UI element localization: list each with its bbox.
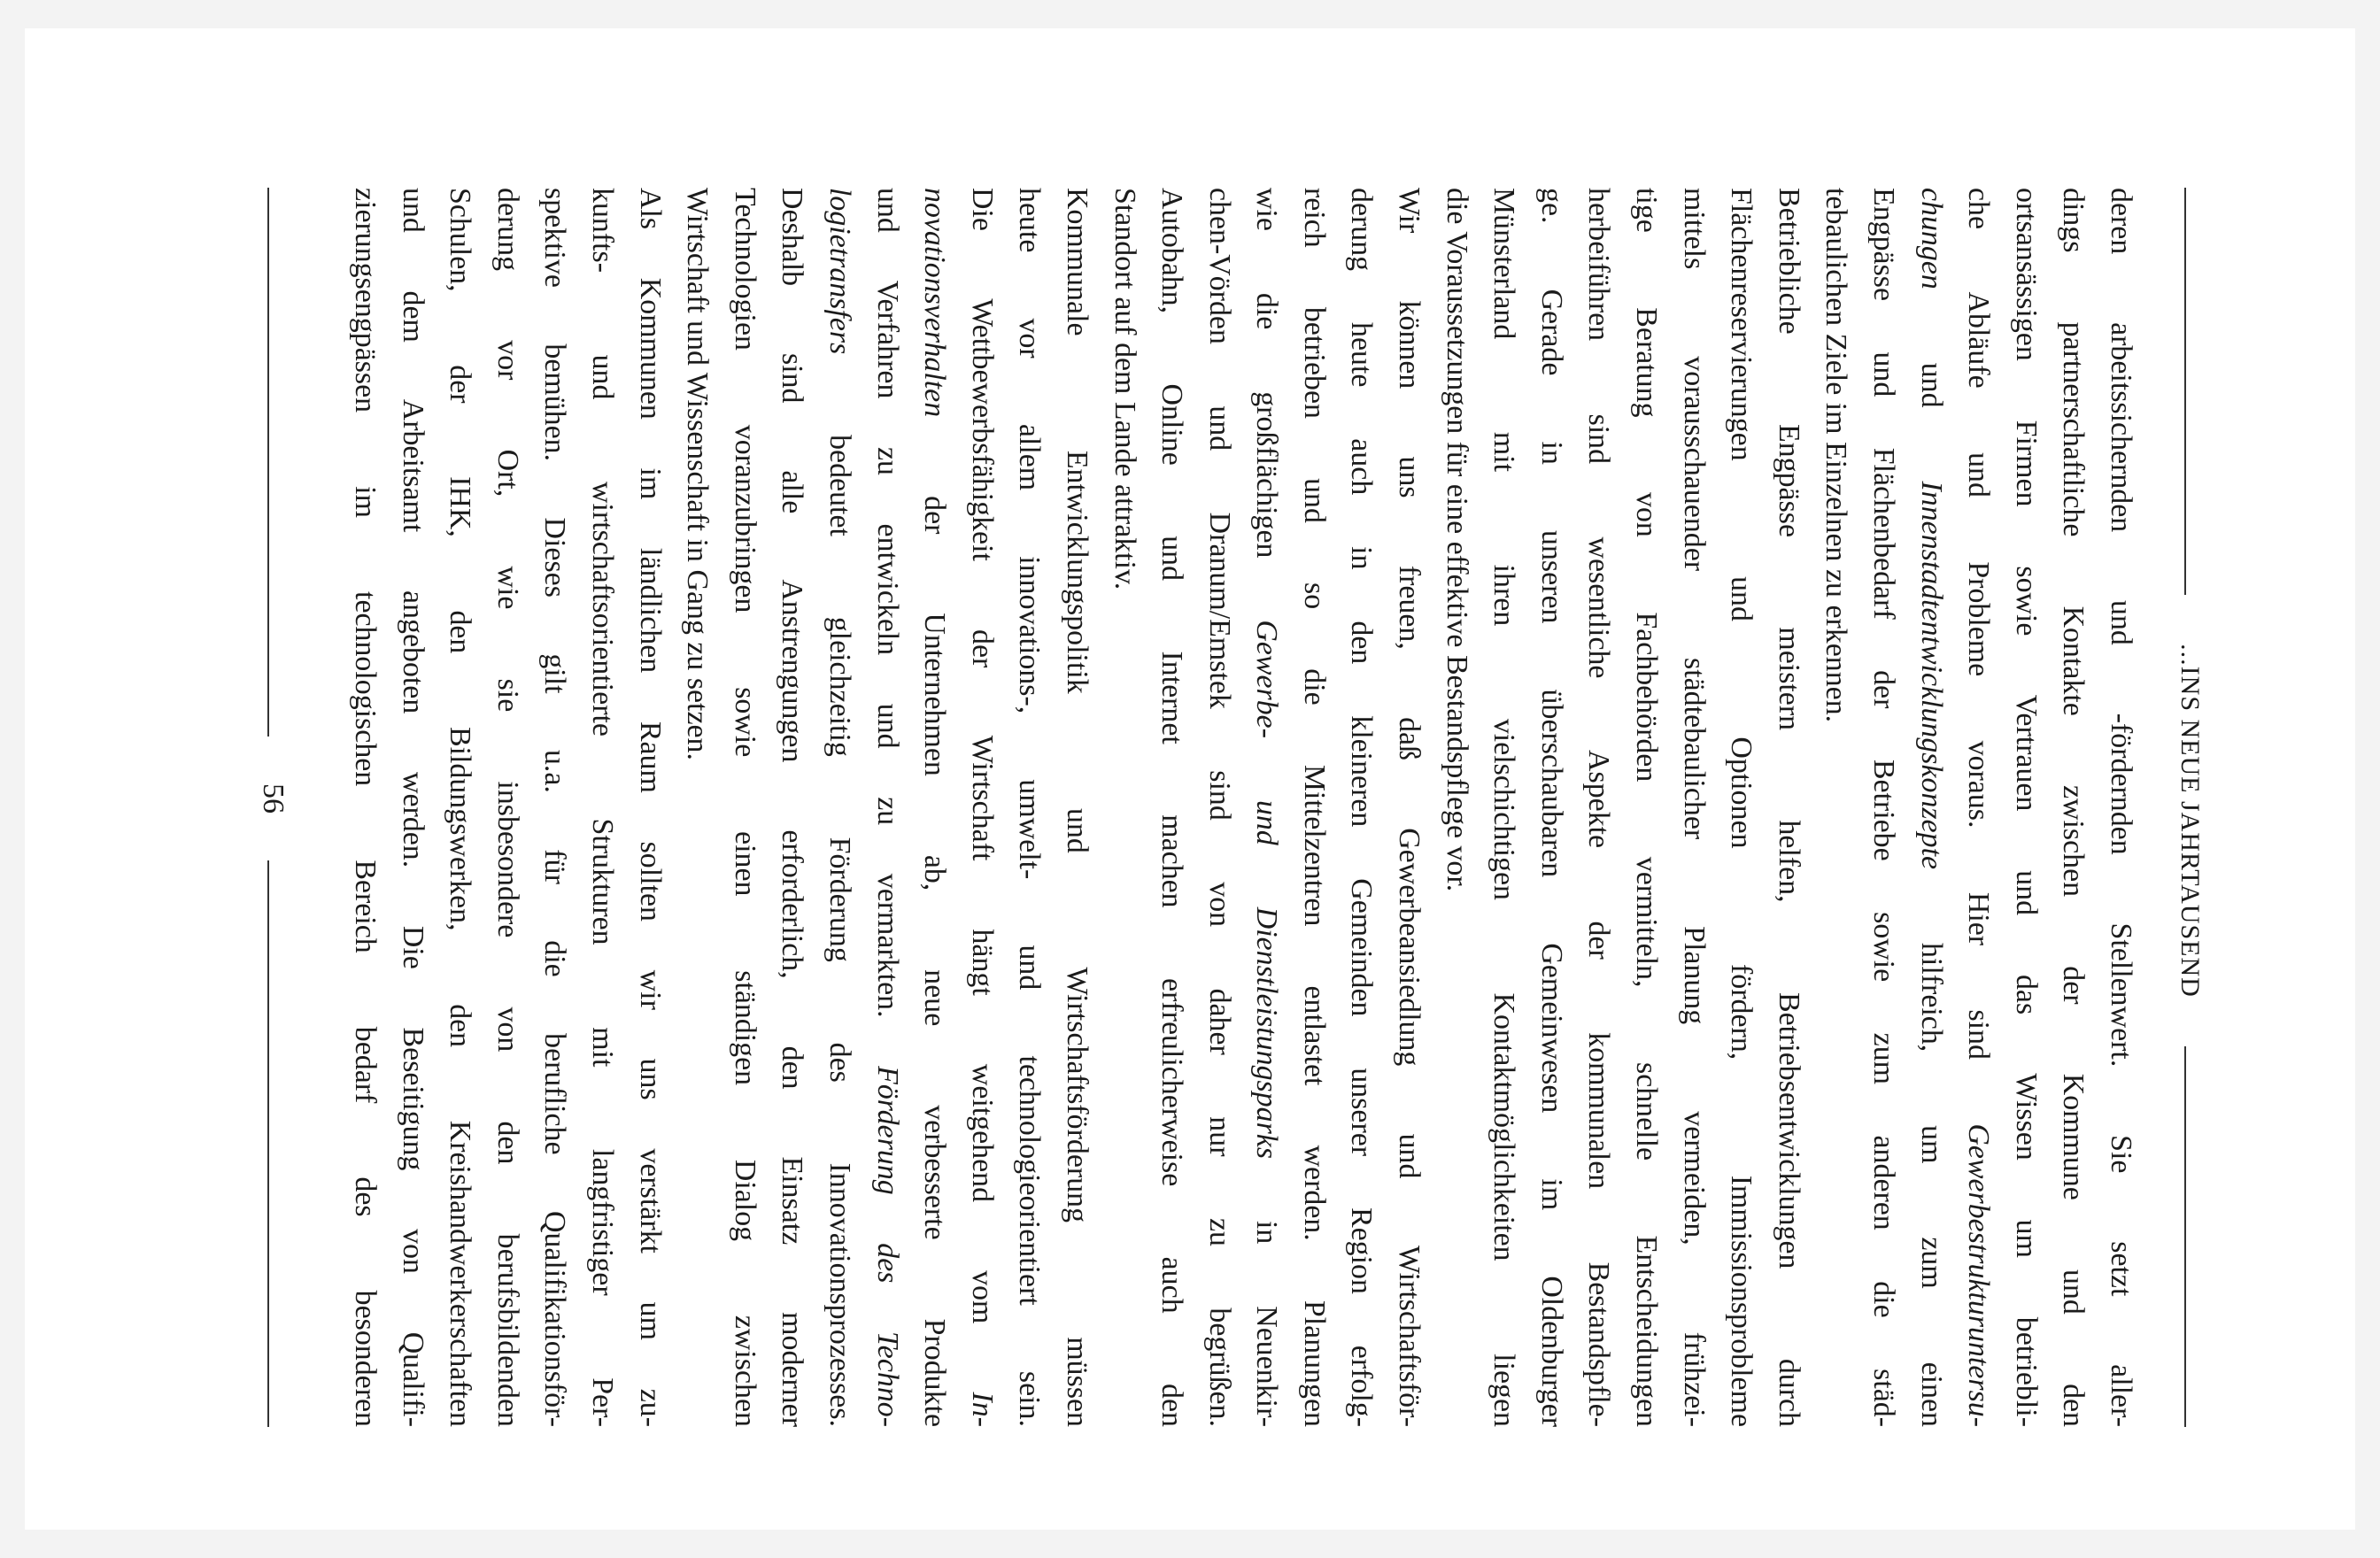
text-segment: heute vor allem innovations-, umwelt- und technologieorientiert sein. bbox=[1013, 188, 1047, 1427]
text-line bbox=[2050, 188, 2098, 1427]
text-line bbox=[1148, 188, 1196, 1427]
text-segment: Betriebliche Engpässe meistern helfen, Betriebsentwicklungen durch bbox=[1772, 188, 1805, 1427]
header-rule-right bbox=[2184, 1046, 2186, 1427]
text-segment: dings partnerschaftliche Kontakte zwischen der Kommune und den bbox=[2057, 188, 2090, 1427]
text-line bbox=[815, 188, 863, 1427]
italic-segment: Förderung des Techno- bbox=[870, 1066, 904, 1428]
text-segment: Engpässe und Flächenbedarf der Betriebe sowie zum anderen die städ- bbox=[1867, 188, 1901, 1427]
text-line bbox=[674, 188, 722, 1427]
text-segment: Flächenreservierungen und Optionen fördern, Immissionsprobleme bbox=[1725, 188, 1758, 1427]
body-text bbox=[341, 188, 2144, 1427]
text-line bbox=[1433, 188, 1480, 1427]
text-segment: Die Wettbewerbsfähigkeit der Wirtschaft hängt weitgehend vom bbox=[965, 188, 999, 1392]
text-segment: tige Beratung von Fachbehörden vermitteln, schnelle Entscheidungen bbox=[1630, 188, 1664, 1427]
footer-rule-right bbox=[267, 860, 269, 1427]
italic-segment: logietransfers bbox=[823, 188, 856, 355]
italic-segment: chungen bbox=[1914, 188, 1948, 289]
text-segment: che Abläufe und Probleme voraus. Hier sind bbox=[1962, 188, 1996, 1124]
text-line bbox=[1670, 188, 1718, 1427]
text-segment: derung vor Ort, wie sie insbesondere von den berufsbildenden bbox=[491, 188, 524, 1427]
text-line bbox=[578, 188, 626, 1427]
italic-segment: In- bbox=[965, 1392, 999, 1427]
text-segment: chen-Vörden und Dranum/Emstek sind von daher nur zu begrüßen. bbox=[1202, 188, 1236, 1427]
text-segment: kunfts- und wirtschaftsorientierte Strukturen mit langfristiger Per- bbox=[586, 188, 619, 1427]
italic-segment: Gewerbe- und Dienstleistungsparks bbox=[1250, 620, 1284, 1160]
text-line bbox=[1290, 188, 1338, 1427]
text-segment: Autobahn, Online und Internet machen erfreulicherweise auch den bbox=[1155, 188, 1189, 1427]
text-line bbox=[1955, 188, 2003, 1427]
italic-segment: novationsverhalten bbox=[918, 188, 952, 418]
text-line bbox=[721, 188, 769, 1427]
page-number: 56 bbox=[257, 783, 290, 814]
text-segment: mittels vorausschauender städtebaulicher Planung vermeiden, frühzei- bbox=[1677, 188, 1711, 1427]
text-line bbox=[341, 188, 389, 1427]
text-line bbox=[1765, 188, 1812, 1427]
text-line bbox=[1006, 188, 1054, 1427]
text-line bbox=[1101, 188, 1148, 1427]
text-line bbox=[2097, 188, 2144, 1427]
text-segment: Kommunale Entwicklungspolitik und Wirtschaftsförderung müssen bbox=[1060, 188, 1093, 1427]
header-rule-left bbox=[2184, 188, 2186, 595]
page-footer bbox=[245, 188, 298, 1427]
text-segment: Technologien voranzubringen sowie einen ständigen Dialog zwischen bbox=[728, 188, 761, 1427]
text-line bbox=[1718, 188, 1766, 1427]
text-line bbox=[389, 188, 437, 1427]
footer-rule-left bbox=[267, 188, 269, 737]
text-line bbox=[1859, 188, 1907, 1427]
text-line bbox=[1907, 188, 1955, 1427]
text-line bbox=[1243, 188, 1291, 1427]
text-segment: ortsansässigen Firmen sowie Vertrauen und das Wissen um betriebli- bbox=[2009, 188, 2043, 1427]
italic-segment: Innenstadtentwicklungskonzepte bbox=[1914, 481, 1948, 870]
text-segment: wie die großflächigen bbox=[1250, 188, 1284, 621]
text-segment: Als Kommunen im ländlichen Raum sollten wir uns verstärkt um zu- bbox=[633, 188, 667, 1427]
text-line bbox=[437, 188, 484, 1427]
text-line bbox=[1622, 188, 1670, 1427]
text-line bbox=[1527, 188, 1575, 1427]
text-segment: bedeutet gleichzeitig Förderung des Innovationsprozesses. bbox=[823, 354, 856, 1427]
text-line bbox=[958, 188, 1006, 1427]
text-segment: reich betrieben und so die Mittelzentren entlastet werden. Planungen bbox=[1297, 188, 1331, 1427]
text-line bbox=[1386, 188, 1433, 1427]
text-line bbox=[911, 188, 959, 1427]
text-segment: zierungsengpässen im technologischen Bereich bedarf des besonderen bbox=[349, 188, 382, 1427]
text-segment: derung heute auch in den kleineren Gemeinden unserer Region erfolg- bbox=[1345, 188, 1379, 1427]
text-line bbox=[1195, 188, 1243, 1427]
text-line bbox=[626, 188, 674, 1427]
text-line bbox=[1053, 188, 1101, 1427]
text-line bbox=[1575, 188, 1623, 1427]
page-content bbox=[214, 188, 2215, 1427]
text-segment: Standort auf dem Lande attraktiv. bbox=[1108, 188, 1141, 590]
text-segment: und bbox=[1914, 289, 1948, 482]
scanned-page bbox=[25, 28, 2355, 1530]
text-line bbox=[1480, 188, 1528, 1427]
text-segment: ge. Gerade in unseren überschaubaren Gemeinwesen im Oldenburger bbox=[1534, 188, 1568, 1427]
running-header bbox=[2162, 188, 2215, 1427]
italic-segment: Gewerbestrukturuntersu- bbox=[1962, 1123, 1996, 1427]
text-segment: deren arbeitssichernden und -fördernden Stellenwert. Sie setzt aller- bbox=[2105, 188, 2137, 1427]
running-title: ...INS NEUE JAHRTAUSEND bbox=[2175, 644, 2205, 998]
text-segment: Münsterland mit ihren vielschichtigen Kontaktmöglichkeiten liegen bbox=[1488, 188, 1521, 1427]
text-segment: tebaulichen Ziele im Einzelnen zu erkennen. bbox=[1820, 188, 1853, 723]
text-line bbox=[863, 188, 911, 1427]
text-segment: und Verfahren zu entwickeln und zu vermarkten. bbox=[870, 188, 904, 1067]
text-segment: Wir können uns freuen, daß Gewerbeansiedlung und Wirtschaftsför- bbox=[1393, 188, 1426, 1427]
text-segment: herbeiführen sind wesentliche Aspekte der kommunalen Bestandspfle- bbox=[1582, 188, 1616, 1427]
text-line bbox=[483, 188, 531, 1427]
text-line bbox=[2002, 188, 2050, 1427]
text-segment: spektive bemühen. Dieses gilt u.a. für die berufliche Qualifikationsför- bbox=[538, 188, 572, 1427]
text-segment: die Voraussetzungen für eine effektive Bestandspflege vor. bbox=[1440, 188, 1473, 892]
text-segment: Deshalb sind alle Anstrengungen erforderlich, den Einsatz moderner bbox=[776, 188, 809, 1427]
text-segment: in Neuenkir- bbox=[1250, 1159, 1284, 1427]
text-segment: Wirtschaft und Wissenschaft in Gang zu setzen. bbox=[681, 188, 715, 760]
text-segment: der Unternehmen ab, neue verbesserte Produkte bbox=[918, 417, 952, 1427]
text-line bbox=[531, 188, 579, 1427]
text-segment: hilfreich, um zum einen bbox=[1914, 869, 1948, 1427]
text-segment: und dem Arbeitsamt angeboten werden. Die Beseitigung von Qualifi- bbox=[396, 188, 429, 1427]
text-line bbox=[1812, 188, 1860, 1427]
text-line bbox=[1338, 188, 1386, 1427]
text-line bbox=[769, 188, 816, 1427]
text-segment: Schulen, der IHK, den Bildungswerken, den Kreishandwerkerschaften bbox=[444, 188, 477, 1427]
